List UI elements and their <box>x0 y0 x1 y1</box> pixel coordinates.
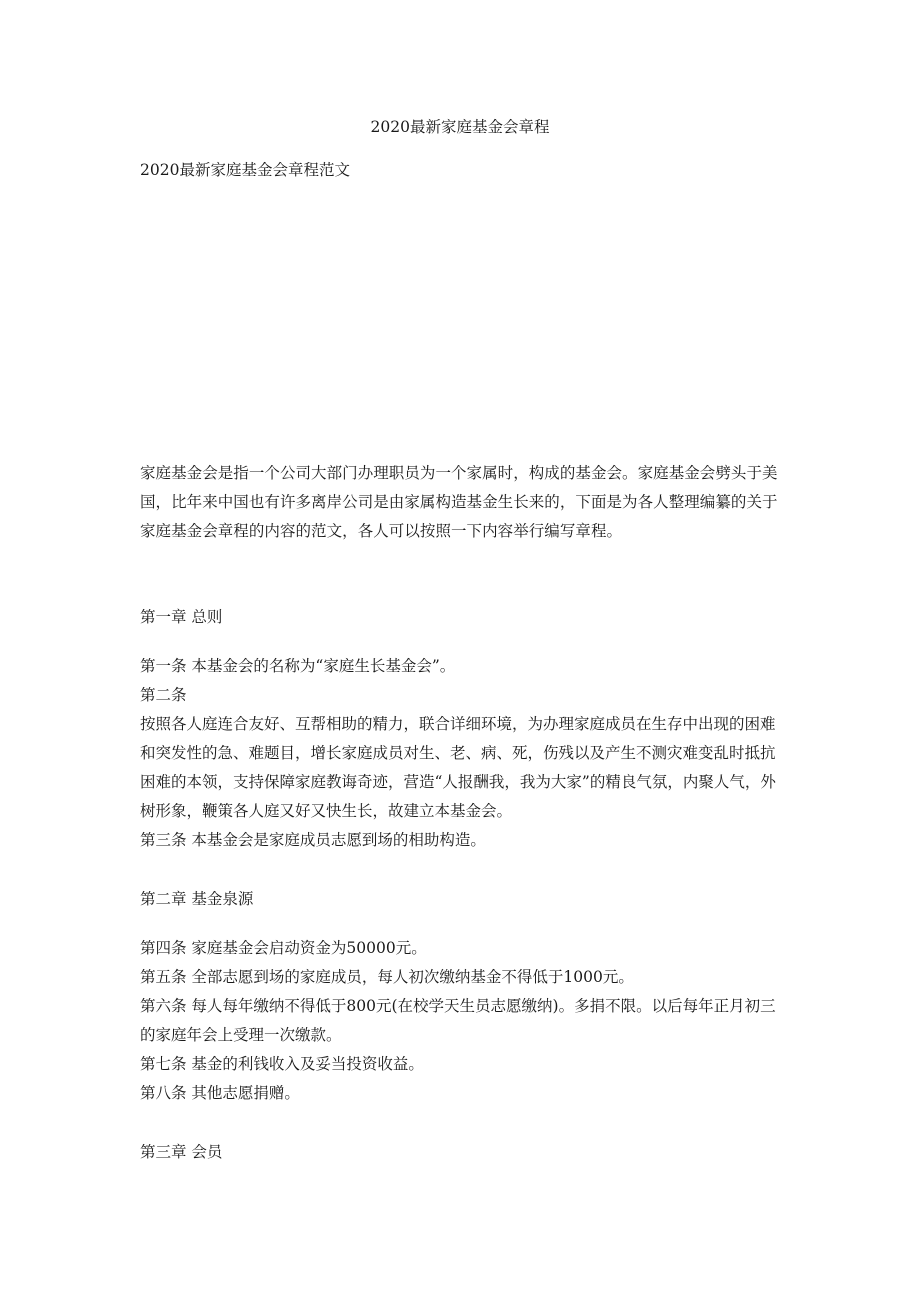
chapter-heading: 第二章 基金泉源 <box>140 890 254 908</box>
document-title: 2020最新家庭基金会章程 <box>370 118 550 136</box>
intro-paragraph: 家庭基金会是指一个公司大部门办理职员为一个家属时，构成的基金会。家庭基金会劈头于美国，比年来中国也有许多离岸公司是由家属构造基金生长来的，下面是为各人整理编纂的关于家庭基金会章程的内容的范文，各人可以按照一下内容举行编写章程。 <box>140 464 778 540</box>
chapter-heading: 第三章 会员 <box>140 1143 223 1161</box>
article-4: 第四条 家庭基金会启动资金为50000元。 <box>140 939 427 957</box>
article-5: 第五条 全部志愿到场的家庭成员，每人初次缴纳基金不得低于1000元。 <box>140 968 634 986</box>
chapter-2 <box>140 885 782 1108</box>
article-7: 第七条 基金的利钱收入及妥当投资收益。 <box>140 1055 424 1073</box>
document-body <box>140 459 782 1167</box>
chapter-3 <box>140 1138 782 1167</box>
article-6: 第六条 每人每年缴纳不得低于800元(在校学天生员志愿缴纳)。多捐不限。以后每年正月初三的家庭年会上受理一次缴款。 <box>140 997 776 1044</box>
document-subtitle: 2020最新家庭基金会章程范文 <box>140 161 350 179</box>
article-1: 第一条 本基金会的名称为“家庭生长基金会”。 <box>140 657 456 675</box>
article-2-body: 按照各人庭连合友好、互帮相助的精力，联合详细环境，为办理家庭成员在生存中出现的困难和突发性的急、难题目，增长家庭成员对生、老、病、死，伤残以及产生不测灾难变乱时抵抗困难的本领，支持保障家庭教诲奇迹，营造“人报酬我，我为大家”的精良气氛，内聚人气，外树形象，鞭策各人庭又好又快生长，故建立本基金会。 <box>140 715 776 820</box>
chapter-heading: 第一章 总则 <box>140 608 223 626</box>
article-3: 第三条 本基金会是家庭成员志愿到场的相助构造。 <box>140 831 486 849</box>
chapter-1 <box>140 603 782 855</box>
article-8: 第八条 其他志愿捐赠。 <box>140 1084 300 1102</box>
article-2-title: 第二条 <box>140 686 187 704</box>
